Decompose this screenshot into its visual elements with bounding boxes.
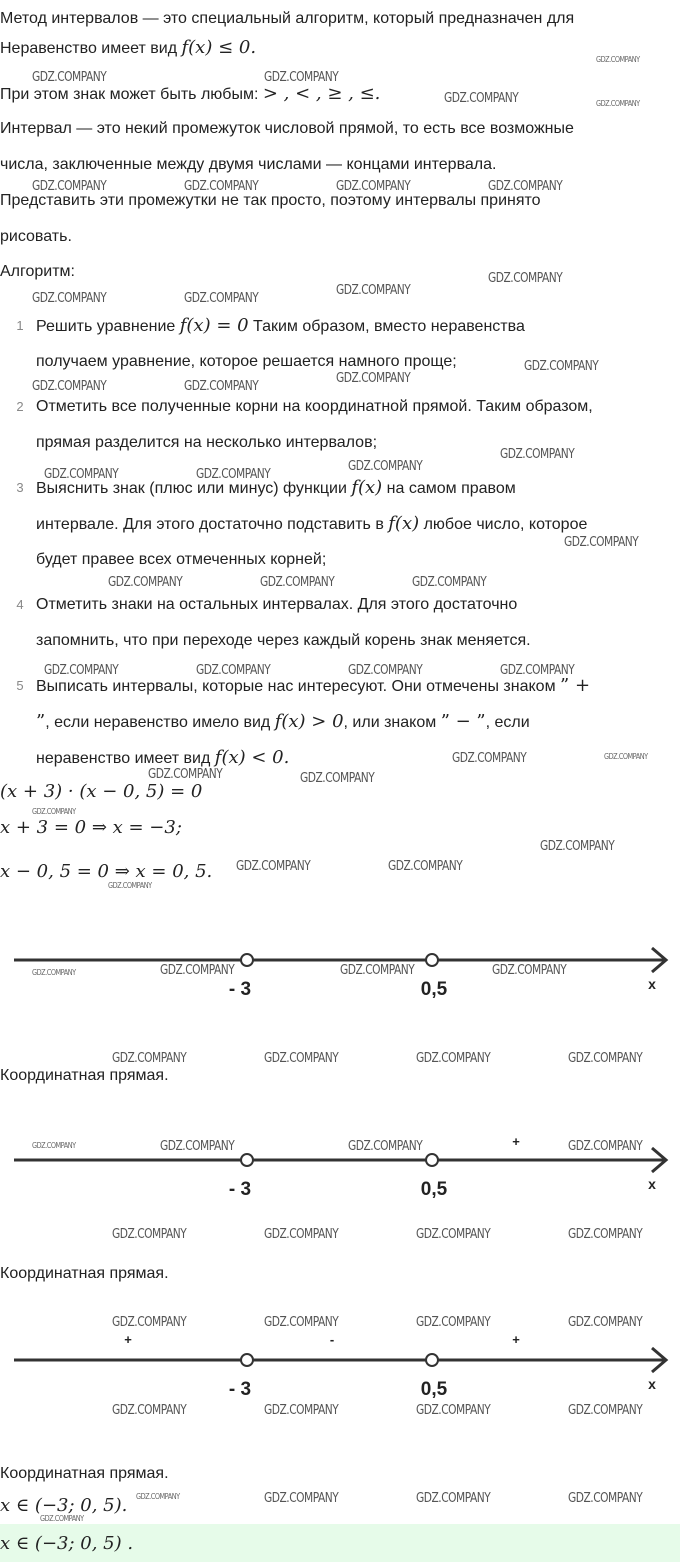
root-point-2 — [426, 1354, 438, 1366]
step-1-line-a — [36, 316, 525, 337]
watermark: GDZ.COMPANY — [348, 459, 423, 474]
watermark: GDZ.COMPANY — [160, 963, 235, 978]
watermark: GDZ.COMPANY — [340, 963, 415, 978]
result-line: x ∈ (−3; 0, 5). — [0, 1495, 128, 1516]
step-1-math: f(x) = 0 — [179, 315, 249, 336]
intro-line-2-text: Неравенство имеет вид — [0, 40, 178, 57]
root-label-1: - 3 — [228, 979, 252, 1000]
root-point-1 — [241, 1354, 253, 1366]
watermark: GDZ.COMPANY — [416, 1315, 491, 1330]
root-label-1: - 3 — [228, 1379, 252, 1400]
intro-line-3-text: При этом знак может быть любым: — [0, 86, 259, 103]
answer-box — [0, 1524, 680, 1562]
watermark: GDZ.COMPANY — [452, 751, 527, 766]
step-3-text-b: интервале. Для этого достаточно подставить в — [36, 516, 384, 533]
watermark: GDZ.COMPANY — [336, 371, 411, 386]
intro-line-3 — [0, 84, 380, 105]
root-label-1: - 3 — [228, 1179, 252, 1200]
watermark: GDZ.COMPANY — [160, 1139, 235, 1154]
watermark: GDZ.COMPANY — [492, 963, 567, 978]
intro-line-7: рисовать. — [0, 228, 72, 245]
step-1-number: 1 — [16, 318, 24, 333]
intro-line-5: числа, заключенные между двумя числами — концами интервала. — [0, 156, 497, 173]
step-5-line-a — [36, 676, 590, 697]
step-5-text-b3: , если — [485, 714, 530, 731]
root-point-2 — [426, 1154, 438, 1166]
step-5-math-b2: ” − ” — [440, 711, 486, 732]
watermark: GDZ.COMPANY — [416, 1491, 491, 1506]
answer-text: x ∈ (−3; 0, 5) . — [0, 1533, 134, 1554]
step-3-math-a: f(x) — [351, 477, 383, 498]
step-2-number: 2 — [16, 399, 24, 414]
watermark: GDZ.COMPANY — [264, 1315, 339, 1330]
watermark: GDZ.COMPANY — [564, 535, 639, 550]
watermark: GDZ.COMPANY — [300, 771, 375, 786]
step-3-number: 3 — [16, 480, 24, 495]
equation-1: (x + 3) · (x − 0, 5) = 0 — [0, 781, 203, 802]
watermark: GDZ.COMPANY — [416, 1051, 491, 1066]
intro-line-1: Метод интервалов — это специальный алгоритм, который предназначен для — [0, 10, 575, 27]
watermark: GDZ.COMPANY — [488, 271, 563, 286]
watermark: GDZ.COMPANY — [348, 663, 423, 678]
intro-line-6: Представить эти промежутки не так просто, поэтому интервалы принято — [0, 192, 541, 209]
root-point-2 — [426, 954, 438, 966]
step-5-text-b: , если неравенство имело вид — [45, 714, 271, 731]
watermark: GDZ.COMPANY — [112, 1051, 187, 1066]
watermark: GDZ.COMPANY — [136, 1492, 180, 1501]
step-3-text-a: Выяснить знак (плюс или минус) функции — [36, 480, 347, 497]
watermark: GDZ.COMPANY — [108, 881, 152, 890]
step-4-line-b: запомнить, что при переходе через каждый корень знак меняется. — [36, 632, 531, 649]
axis-label: x — [648, 1176, 656, 1192]
step-1-text-a: Решить уравнение — [36, 318, 176, 335]
intro-line-2-math: f(x) ≤ 0. — [181, 37, 257, 58]
watermark: GDZ.COMPANY — [260, 575, 335, 590]
watermark: GDZ.COMPANY — [416, 1227, 491, 1242]
step-5-math-b0: ” — [36, 711, 46, 732]
watermark: GDZ.COMPANY — [108, 575, 183, 590]
watermark: GDZ.COMPANY — [568, 1139, 643, 1154]
watermark: GDZ.COMPANY — [196, 467, 271, 482]
watermark: GDZ.COMPANY — [32, 179, 107, 194]
step-5-line-c — [36, 748, 289, 769]
step-3-text-b2: любое число, которое — [423, 516, 588, 533]
watermark: GDZ.COMPANY — [264, 1403, 339, 1418]
watermark: GDZ.COMPANY — [44, 663, 119, 678]
step-5-math-b: f(x) > 0 — [274, 711, 344, 732]
step-5-line-b — [36, 712, 530, 733]
watermark: GDZ.COMPANY — [32, 1141, 76, 1150]
watermark: GDZ.COMPANY — [604, 752, 648, 761]
watermark: GDZ.COMPANY — [348, 1139, 423, 1154]
step-5-number: 5 — [16, 678, 24, 693]
watermark: GDZ.COMPANY — [568, 1403, 643, 1418]
watermark: GDZ.COMPANY — [524, 359, 599, 374]
watermark: GDZ.COMPANY — [568, 1227, 643, 1242]
intro-line-3-math: > , < , ≥ , ≤. — [262, 83, 381, 104]
step-5-math-a: ” + — [560, 675, 591, 696]
watermark: GDZ.COMPANY — [412, 575, 487, 590]
sign-right: + — [512, 1134, 520, 1149]
watermark: GDZ.COMPANY — [500, 663, 575, 678]
caption-3: Координатная прямая. — [0, 1465, 169, 1482]
watermark: GDZ.COMPANY — [40, 1514, 84, 1523]
watermark: GDZ.COMPANY — [388, 859, 463, 874]
step-5-text-b2: , или знаком — [343, 714, 437, 731]
watermark: GDZ.COMPANY — [32, 968, 76, 977]
axis-label: x — [648, 976, 656, 992]
watermark: GDZ.COMPANY — [196, 663, 271, 678]
watermark: GDZ.COMPANY — [236, 859, 311, 874]
sign-left: + — [124, 1332, 132, 1347]
step-3-text-a2: на самом правом — [386, 480, 516, 497]
step-3-line-b — [36, 514, 587, 535]
watermark: GDZ.COMPANY — [264, 1051, 339, 1066]
watermark: GDZ.COMPANY — [336, 283, 411, 298]
step-3-math-b: f(x) — [388, 513, 420, 534]
watermark: GDZ.COMPANY — [568, 1051, 643, 1066]
step-5-text-c: неравенство имеет вид — [36, 750, 211, 767]
step-2-line-a: Отметить все полученные корни на координатной прямой. Таким образом, — [36, 398, 593, 415]
root-point-1 — [241, 954, 253, 966]
step-3-line-c: будет правее всех отмеченных корней; — [36, 551, 327, 568]
watermark: GDZ.COMPANY — [32, 807, 76, 816]
step-1-line-b: получаем уравнение, которое решается намного проще; — [36, 353, 457, 370]
watermark: GDZ.COMPANY — [148, 767, 223, 782]
watermark: GDZ.COMPANY — [568, 1315, 643, 1330]
intro-line-4: Интервал — это некий промежуток числовой прямой, то есть все возможные — [0, 120, 574, 137]
watermark: GDZ.COMPANY — [500, 447, 575, 462]
sign-right: + — [512, 1332, 520, 1347]
intro-line-8: Алгоритм: — [0, 263, 75, 280]
watermark: GDZ.COMPANY — [32, 70, 107, 85]
axis-label: x — [648, 1376, 656, 1392]
number-line-3 — [0, 1330, 680, 1400]
caption-1: Координатная прямая. — [0, 1067, 169, 1084]
watermark: GDZ.COMPANY — [596, 55, 640, 64]
watermark: GDZ.COMPANY — [444, 91, 519, 106]
step-5-text-a: Выписать интервалы, которые нас интересуют. Они отмечены знаком — [36, 678, 556, 695]
watermark: GDZ.COMPANY — [336, 179, 411, 194]
step-4-line-a: Отметить знаки на остальных интервалах. Для этого достаточно — [36, 596, 518, 613]
watermark: GDZ.COMPANY — [596, 99, 640, 108]
watermark: GDZ.COMPANY — [416, 1403, 491, 1418]
watermark: GDZ.COMPANY — [112, 1403, 187, 1418]
watermark: GDZ.COMPANY — [488, 179, 563, 194]
step-4-number: 4 — [16, 597, 24, 612]
watermark: GDZ.COMPANY — [264, 1491, 339, 1506]
step-5-math-c: f(x) < 0. — [214, 747, 290, 768]
root-point-1 — [241, 1154, 253, 1166]
watermark: GDZ.COMPANY — [540, 839, 615, 854]
watermark: GDZ.COMPANY — [184, 291, 259, 306]
watermark: GDZ.COMPANY — [184, 179, 259, 194]
equation-3: x − 0, 5 = 0 ⇒ x = 0, 5. — [0, 861, 213, 882]
equation-2: x + 3 = 0 ⇒ x = −3; — [0, 817, 182, 838]
watermark: GDZ.COMPANY — [32, 291, 107, 306]
watermark: GDZ.COMPANY — [264, 1227, 339, 1242]
step-2-line-b: прямая разделится на несколько интервалов; — [36, 434, 378, 451]
watermark: GDZ.COMPANY — [112, 1227, 187, 1242]
sign-middle: - — [329, 1332, 335, 1347]
step-1-text-a2: Таким образом, вместо неравенства — [253, 318, 525, 335]
root-label-2: 0,5 — [420, 1179, 448, 1200]
root-label-2: 0,5 — [420, 1379, 448, 1400]
watermark: GDZ.COMPANY — [184, 379, 259, 394]
intro-line-2 — [0, 38, 256, 59]
watermark: GDZ.COMPANY — [568, 1491, 643, 1506]
watermark: GDZ.COMPANY — [264, 70, 339, 85]
watermark: GDZ.COMPANY — [112, 1315, 187, 1330]
watermark: GDZ.COMPANY — [32, 379, 107, 394]
caption-2: Координатная прямая. — [0, 1265, 169, 1282]
watermark: GDZ.COMPANY — [44, 467, 119, 482]
root-label-2: 0,5 — [420, 979, 448, 1000]
